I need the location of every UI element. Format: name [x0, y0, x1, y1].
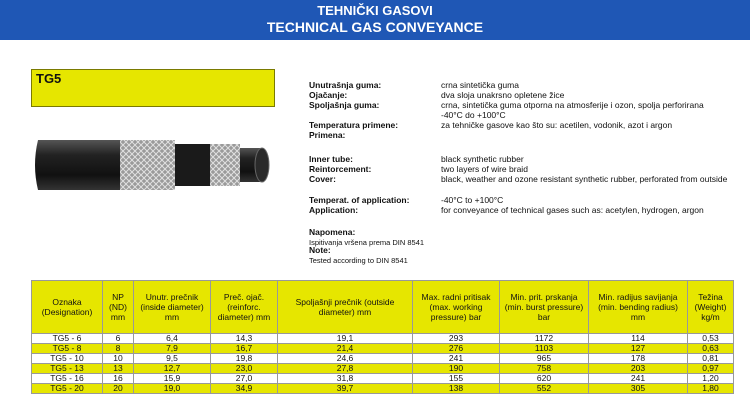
- cell-max-working-pressure: 241: [413, 354, 500, 364]
- cell-outside-diameter: 21,4: [278, 344, 413, 354]
- cell-nominal-size: 10: [103, 354, 134, 364]
- cell-weight: 1,20: [688, 374, 734, 384]
- spec-value-inner-sr: crna sintetička guma: [441, 80, 519, 90]
- product-code: TG5: [36, 71, 62, 86]
- cell-outside-diameter: 39,7: [278, 384, 413, 394]
- spec-label-inner-sr: Unutrašnja guma:: [309, 80, 382, 90]
- cell-max-working-pressure: 138: [413, 384, 500, 394]
- header-inside-diameter: Unutr. prečnik (inside diameter) mm: [134, 281, 211, 334]
- note-label-sr: Napomena:: [309, 227, 356, 237]
- cell-weight: 1,80: [688, 384, 734, 394]
- cell-weight: 0,97: [688, 364, 734, 374]
- cell-outside-diameter: 27,8: [278, 364, 413, 374]
- cell-min-burst-pressure: 965: [500, 354, 589, 364]
- cell-min-bending-radius: 305: [589, 384, 688, 394]
- spec-label-inner-en: Inner tube:: [309, 154, 353, 164]
- cell-designation: TG5 - 13: [32, 364, 103, 374]
- spec-value-temp-sr: -40°C do +100°C: [441, 110, 506, 120]
- cell-inside-diameter: 9,5: [134, 354, 211, 364]
- spec-value-cover-en: black, weather and ozone resistant synthetic rubber, perforated from outside: [441, 174, 728, 184]
- cell-max-working-pressure: 155: [413, 374, 500, 384]
- table-row: [32, 344, 734, 354]
- specifications-table: [31, 280, 734, 394]
- cell-weight: 0,81: [688, 354, 734, 364]
- spec-value-reinforcement-en: two layers of wire braid: [441, 164, 528, 174]
- cell-designation: TG5 - 20: [32, 384, 103, 394]
- cell-min-burst-pressure: 1172: [500, 334, 589, 344]
- cell-reinforcement-diameter: 19,8: [211, 354, 278, 364]
- product-code-box: [31, 69, 275, 107]
- cell-min-bending-radius: 203: [589, 364, 688, 374]
- cell-reinforcement-diameter: 14,3: [211, 334, 278, 344]
- cell-min-bending-radius: 241: [589, 374, 688, 384]
- header-nominal-size: NP (ND) mm: [103, 281, 134, 334]
- cell-weight: 0,63: [688, 344, 734, 354]
- cell-nominal-size: 16: [103, 374, 134, 384]
- cell-outside-diameter: 19,1: [278, 334, 413, 344]
- spec-label-temperature-sr: Temperatura primene:: [309, 120, 399, 130]
- note-label-en: Note:: [309, 245, 331, 255]
- table-row: [32, 334, 734, 344]
- cell-max-working-pressure: 190: [413, 364, 500, 374]
- cell-min-bending-radius: 114: [589, 334, 688, 344]
- cell-inside-diameter: 7,9: [134, 344, 211, 354]
- spec-label-reinforcement-sr: Ojačanje:: [309, 90, 348, 100]
- cell-reinforcement-diameter: 34,9: [211, 384, 278, 394]
- header-min-burst-pressure: Min. prit. prskanja (min. burst pressure) bar: [500, 281, 589, 334]
- cell-outside-diameter: 24,6: [278, 354, 413, 364]
- table-row: [32, 354, 734, 364]
- spec-value-inner-en: black synthetic rubber: [441, 154, 524, 164]
- cell-designation: TG5 - 6: [32, 334, 103, 344]
- table-row: [32, 374, 734, 384]
- cell-min-burst-pressure: 552: [500, 384, 589, 394]
- spec-label-cover-sr: Spoljašnja guma:: [309, 100, 380, 110]
- cell-nominal-size: 13: [103, 364, 134, 374]
- cell-max-working-pressure: 293: [413, 334, 500, 344]
- spec-value-application-sr: za tehničke gasove kao što su: acetilen, vodonik, azot i argon: [441, 120, 673, 130]
- cell-designation: TG5 - 10: [32, 354, 103, 364]
- header-designation: Oznaka (Designation): [32, 281, 103, 334]
- spec-label-reinforcement-en: Reintorcement:: [309, 164, 372, 174]
- cell-reinforcement-diameter: 16,7: [211, 344, 278, 354]
- spec-label-cover-en: Cover:: [309, 174, 336, 184]
- header-outside-diameter: Spoljašnji prečnik (outside diameter) mm: [278, 281, 413, 334]
- hose-outer-cover: [35, 140, 120, 190]
- cell-min-burst-pressure: 1103: [500, 344, 589, 354]
- note-text-sr: Ispitivanja vršena prema DIN 8541: [309, 238, 425, 247]
- header-min-bending-radius: Min. radijus savijanja (min. bending radius) mm: [589, 281, 688, 334]
- spec-value-cover-sr: crna, sintetička guma otporna na atmosferije i ozon, spolja perforirana: [441, 100, 704, 110]
- cell-inside-diameter: 6,4: [134, 334, 211, 344]
- cell-reinforcement-diameter: 23,0: [211, 364, 278, 374]
- cell-min-burst-pressure: 620: [500, 374, 589, 384]
- header-weight: Težina (Weight) kg/m: [688, 281, 734, 334]
- cell-inside-diameter: 12,7: [134, 364, 211, 374]
- spec-value-temperature-en: -40°C to +100°C: [441, 195, 504, 205]
- cell-inside-diameter: 15,9: [134, 374, 211, 384]
- page-header: [0, 0, 750, 40]
- hose-inner-braid: [210, 144, 240, 186]
- spec-value-application-en: for conveyance of technical gases such as: acetylen, hydrogen, argon: [441, 205, 704, 215]
- cell-reinforcement-diameter: 27,0: [211, 374, 278, 384]
- spec-label-application-sr: Primena:: [309, 130, 346, 140]
- spec-value-reinforcement-sr: dva sloja unakrsno opletene žice: [441, 90, 565, 100]
- cell-min-burst-pressure: 758: [500, 364, 589, 374]
- cell-min-bending-radius: 178: [589, 354, 688, 364]
- cell-max-working-pressure: 276: [413, 344, 500, 354]
- note-text-en: Tested according to DIN 8541: [309, 256, 408, 265]
- cell-designation: TG5 - 16: [32, 374, 103, 384]
- hose-braid-layer: [120, 140, 175, 190]
- header-reinforcement-diameter: Preč. ojač. (reinforc. diameter) mm: [211, 281, 278, 334]
- table-row: [32, 364, 734, 374]
- hose-image: [30, 130, 280, 200]
- spec-label-temperature-en: Temperat. of application:: [309, 195, 410, 205]
- cell-min-bending-radius: 127: [589, 344, 688, 354]
- cell-nominal-size: 8: [103, 344, 134, 354]
- cell-outside-diameter: 31,8: [278, 374, 413, 384]
- header-max-working-pressure: Max. radni pritisak (max. working pressure) bar: [413, 281, 500, 334]
- cell-designation: TG5 - 8: [32, 344, 103, 354]
- spec-label-application-en: Application:: [309, 205, 359, 215]
- cell-nominal-size: 20: [103, 384, 134, 394]
- title-english: TECHNICAL GAS CONVEYANCE: [266, 19, 484, 35]
- title-serbian: TEHNIČKI GASOVI: [317, 3, 433, 18]
- table-header-row: [32, 281, 734, 334]
- cell-weight: 0,53: [688, 334, 734, 344]
- table-row: [32, 384, 734, 394]
- cell-nominal-size: 6: [103, 334, 134, 344]
- hose-middle-layer: [175, 144, 210, 186]
- cell-inside-diameter: 19,0: [134, 384, 211, 394]
